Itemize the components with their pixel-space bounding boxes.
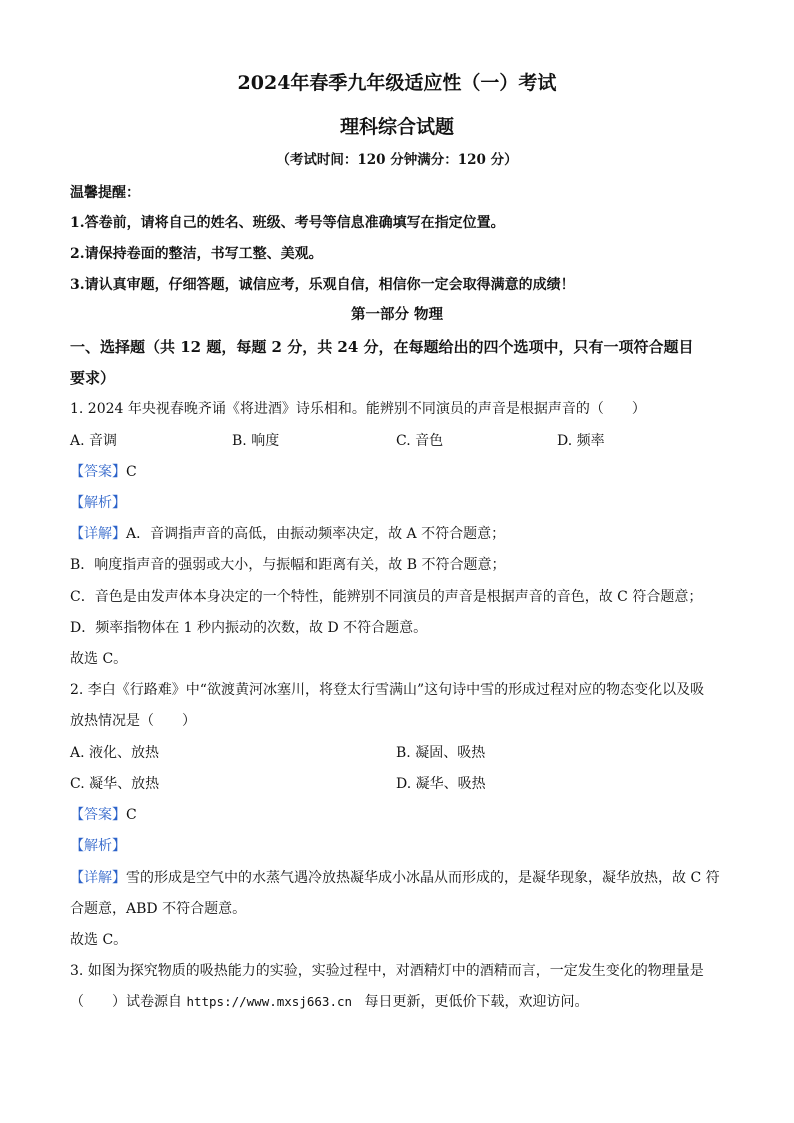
q2-analysis-tag: 【解析】 (70, 838, 126, 854)
answer-tag: 【答案】 (70, 807, 126, 823)
reminder-item-1: 1.答卷前，请将自己的姓名、班级、考号等信息准确填写在指定位置。 (70, 215, 505, 231)
q2-option-b: B. 凝固、吸热 (396, 745, 486, 761)
source-url-link[interactable]: https://www.mxsj663.cn (186, 994, 353, 1009)
q1-detail-text-1: A．音调指声音的高低，由振动频率决定，故 A 不符合题意； (126, 526, 506, 542)
q2-option-a: A. 液化、放热 (70, 745, 160, 761)
answer-tag: 【答案】 (70, 464, 126, 480)
q2-conclusion: 故选 C。 (70, 932, 128, 948)
q1-answer-row (70, 462, 137, 482)
q2-stem-line-1: 2. 李白《行路难》中“欲渡黄河冰塞川，将登太行雪满山”这句诗中雪的形成过程对应的物态变化以及吸 (70, 682, 705, 698)
detail-tag: 【详解】 (70, 870, 126, 886)
reminder-item-3: 3.请认真审题，仔细答题，诚信应考，乐观自信，相信你一定会取得满意的成绩！ (70, 277, 575, 293)
q2-answer-value: C (126, 807, 137, 823)
section-heading-line-1: 一、选择题（共 12 题，每题 2 分，共 24 分，在每题给出的四个选项中，只有一项符合题目 (70, 338, 694, 356)
q1-answer-value: C (126, 464, 137, 480)
exam-title: 2024年春季九年级适应性（一）考试 (237, 72, 557, 94)
reminder-item-2: 2.请保持卷面的整洁，书写工整、美观。 (70, 246, 323, 262)
section-heading-line-2: 要求） (70, 369, 116, 387)
q2-stem-line-2: 放热情况是（ ） (70, 713, 196, 729)
q1-analysis-tag: 【解析】 (70, 495, 126, 511)
q2-option-d: D. 凝华、吸热 (396, 776, 486, 792)
exam-info: （考试时间：120 分钟满分：120 分） (276, 152, 518, 168)
q3-stem-suffix: 每日更新，更低价下载，欢迎访问。 (364, 994, 589, 1010)
part-title: 第一部分 物理 (350, 306, 444, 323)
q1-detail-line-1 (70, 524, 505, 544)
detail-tag: 【详解】 (70, 526, 126, 542)
q1-option-b: B. 响度 (232, 433, 280, 449)
q1-detail-line-3: C．音色是由发声体本身决定的一个特性，能辨别不同演员的声音是根据声音的音色，故 C 符合题意； (70, 589, 703, 605)
q3-stem-prefix: （ ）试卷源自 (70, 994, 182, 1010)
q3-stem-line-1: 3. 如图为探究物质的吸热能力的实验，实验过程中，对酒精灯中的酒精而言，一定发生变化的物理量是 (70, 963, 704, 979)
q1-detail-line-2: B．响度指声音的强弱或大小，与振幅和距离有关，故 B 不符合题意； (70, 557, 506, 573)
q2-detail-line-1 (70, 868, 720, 888)
reminder-heading: 温馨提醒： (70, 185, 140, 201)
q1-option-a: A. 音调 (70, 433, 118, 449)
q3-stem-line-2 (70, 992, 588, 1012)
q2-detail-line-2: 合题意，ABD 不符合题意。 (70, 901, 247, 917)
q1-option-c: C. 音色 (396, 433, 444, 449)
exam-subtitle: 理科综合试题 (339, 116, 454, 138)
q1-detail-line-4: D．频率指物体在 1 秒内振动的次数，故 D 不符合题意。 (70, 620, 428, 636)
q2-option-c: C. 凝华、放热 (70, 776, 160, 792)
q1-stem: 1. 2024 年央视春晚齐诵《将进酒》诗乐相和。能辨别不同演员的声音是根据声音的（ ） (70, 401, 646, 417)
q1-conclusion: 故选 C。 (70, 651, 128, 667)
q1-option-d: D. 频率 (557, 433, 605, 449)
q2-answer-row (70, 805, 137, 825)
q2-detail-text-1: 雪的形成是空气中的水蒸气遇冷放热凝华成小冰晶从而形成的，是凝华现象，凝华放热，故 C 符 (126, 870, 720, 886)
